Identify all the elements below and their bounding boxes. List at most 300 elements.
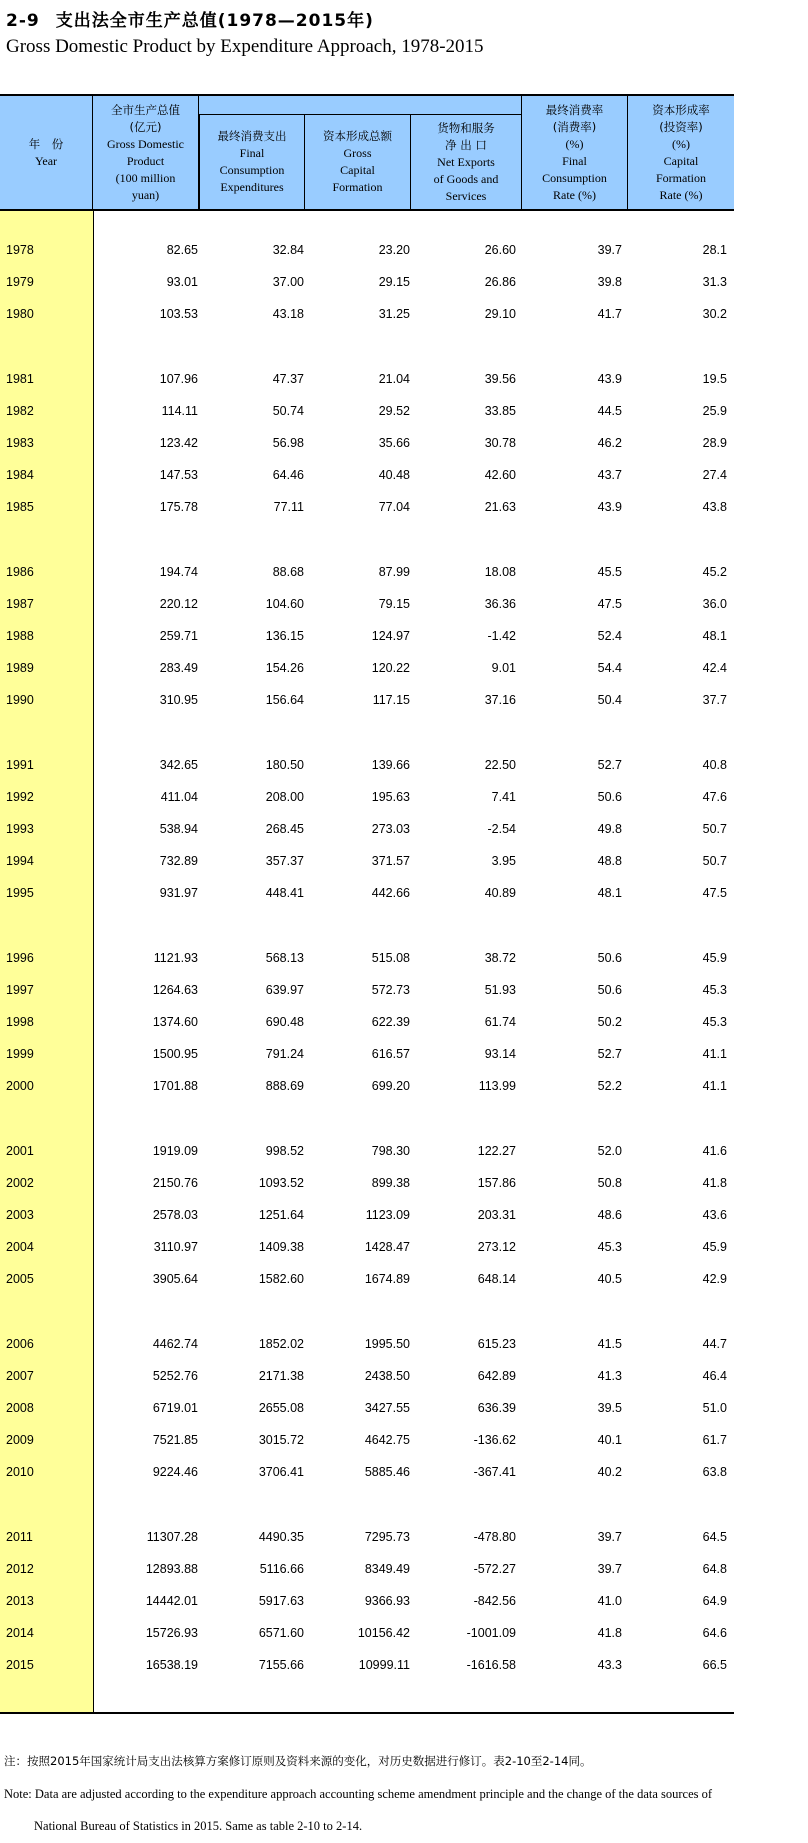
cell-gdp: 538.94 <box>159 822 198 836</box>
cell-consumption-rate: 50.8 <box>597 1176 622 1190</box>
cell-consumption-rate: 43.7 <box>597 468 622 482</box>
table-row <box>0 1206 734 1226</box>
cell-final-consumption: 1093.52 <box>258 1176 304 1190</box>
cell-gdp: 1919.09 <box>152 1144 198 1158</box>
cell-year: 1984 <box>6 468 34 482</box>
header-cfr-en1: Capital <box>663 153 699 168</box>
table-row <box>0 1238 734 1258</box>
header-capital-formation-rate <box>628 96 734 209</box>
cell-final-consumption: 639.97 <box>265 983 304 997</box>
cell-year: 2010 <box>6 1465 34 1479</box>
cell-capital-rate: 51.0 <box>702 1401 727 1415</box>
header-gcf <box>305 115 411 209</box>
cell-gdp: 114.11 <box>161 404 198 418</box>
cell-net-exports: 26.60 <box>484 243 516 257</box>
cell-year: 2006 <box>6 1337 34 1351</box>
cell-gross-capital: 31.25 <box>378 307 410 321</box>
table-row <box>0 241 734 261</box>
table-row <box>0 981 734 1001</box>
cell-year: 2002 <box>6 1176 34 1190</box>
header-cfr-cn1: 资本形成率 <box>652 102 710 117</box>
cell-capital-rate: 45.2 <box>702 565 727 579</box>
cell-net-exports: 22.50 <box>484 758 516 772</box>
cell-year: 2009 <box>6 1433 34 1447</box>
cell-capital-rate: 64.8 <box>702 1562 727 1576</box>
header-year <box>0 96 93 209</box>
header-nx-cn1: 货物和服务 <box>437 120 495 135</box>
header-gcf-en1: Gross <box>343 146 372 160</box>
cell-final-consumption: 77.11 <box>273 500 304 514</box>
table-row <box>0 305 734 325</box>
table-row <box>0 1624 734 1644</box>
cell-consumption-rate: 39.5 <box>597 1401 622 1415</box>
cell-gross-capital: 442.66 <box>371 886 410 900</box>
cell-capital-rate: 45.3 <box>702 983 727 997</box>
cell-capital-rate: 41.1 <box>702 1047 727 1061</box>
cell-year: 1981 <box>6 372 34 386</box>
cell-net-exports: 21.63 <box>484 500 516 514</box>
table-row <box>0 1045 734 1065</box>
page-title-cn <box>6 6 374 31</box>
cell-gross-capital: 1428.47 <box>364 1240 410 1254</box>
table-row <box>0 659 734 679</box>
cell-final-consumption: 1852.02 <box>258 1337 304 1351</box>
header-gcf-cn: 资本形成总额 <box>323 129 392 143</box>
cell-gross-capital: 699.20 <box>371 1079 410 1093</box>
header-nx-en3: Services <box>445 188 487 203</box>
header-cfr-en2: Formation <box>656 170 706 185</box>
header-cfr-en3: Rate (%) <box>659 187 703 202</box>
cell-gross-capital: 273.03 <box>371 822 410 836</box>
cell-final-consumption: 180.50 <box>265 758 304 772</box>
cell-capital-rate: 64.9 <box>702 1594 727 1608</box>
table-row <box>0 1656 734 1676</box>
cell-gross-capital: 1995.50 <box>364 1337 410 1351</box>
cell-gdp: 11307.28 <box>146 1530 198 1544</box>
cell-net-exports: 3.95 <box>491 854 516 868</box>
cell-consumption-rate: 45.3 <box>597 1240 622 1254</box>
table-row <box>0 1142 734 1162</box>
cell-final-consumption: 5116.66 <box>259 1562 304 1576</box>
header-fcr-cn3: (%) <box>565 136 584 151</box>
cell-net-exports: 40.89 <box>484 886 516 900</box>
cell-gdp: 1264.63 <box>152 983 198 997</box>
cell-consumption-rate: 50.6 <box>597 983 622 997</box>
cell-consumption-rate: 54.4 <box>597 661 622 675</box>
table-row <box>0 852 734 872</box>
cell-gdp: 16538.19 <box>145 1658 198 1672</box>
cell-capital-rate: 30.2 <box>702 307 727 321</box>
cell-capital-rate: 41.8 <box>702 1176 727 1190</box>
cell-net-exports: -367.41 <box>473 1465 516 1479</box>
cell-gdp: 15726.93 <box>145 1626 198 1640</box>
cell-final-consumption: 2655.08 <box>258 1401 304 1415</box>
cell-consumption-rate: 40.2 <box>597 1465 622 1479</box>
cell-net-exports: 93.14 <box>484 1047 516 1061</box>
cell-capital-rate: 40.8 <box>702 758 727 772</box>
cell-capital-rate: 47.5 <box>702 886 727 900</box>
cell-final-consumption: 136.15 <box>265 629 304 643</box>
cell-gross-capital: 35.66 <box>378 436 410 450</box>
cell-year: 1988 <box>6 629 34 643</box>
cell-capital-rate: 19.5 <box>702 372 727 386</box>
header-gdp-en4: yuan) <box>131 187 160 202</box>
cell-gross-capital: 616.57 <box>371 1047 410 1061</box>
cell-final-consumption: 50.74 <box>272 404 304 418</box>
cell-capital-rate: 63.8 <box>702 1465 727 1479</box>
cell-final-consumption: 208.00 <box>265 790 304 804</box>
cell-year: 1980 <box>6 307 34 321</box>
cell-gdp: 2150.76 <box>152 1176 198 1190</box>
cell-gross-capital: 120.22 <box>371 661 410 675</box>
cell-capital-rate: 45.3 <box>702 1015 727 1029</box>
cell-gdp: 342.65 <box>159 758 198 772</box>
header-year-en: Year <box>34 153 58 168</box>
cell-year: 2011 <box>6 1530 33 1544</box>
header-gdp-cn2: (亿元) <box>129 119 162 134</box>
cell-capital-rate: 43.6 <box>702 1208 727 1222</box>
cell-final-consumption: 2171.38 <box>258 1369 304 1383</box>
table-row <box>0 884 734 904</box>
cell-gdp: 12893.88 <box>145 1562 198 1576</box>
cell-gdp: 3905.64 <box>152 1272 198 1286</box>
cell-final-consumption: 690.48 <box>265 1015 304 1029</box>
cell-consumption-rate: 52.2 <box>597 1079 622 1093</box>
cell-net-exports: 9.01 <box>491 661 516 675</box>
cell-year: 2008 <box>6 1401 34 1415</box>
cell-consumption-rate: 43.9 <box>597 372 622 386</box>
cell-net-exports: 26.86 <box>484 275 516 289</box>
cell-year: 1994 <box>6 854 34 868</box>
cell-gdp: 123.42 <box>159 436 198 450</box>
cell-year: 1996 <box>6 951 34 965</box>
cell-final-consumption: 37.00 <box>272 275 304 289</box>
cell-gross-capital: 3427.55 <box>364 1401 410 1415</box>
cell-gross-capital: 1674.89 <box>364 1272 410 1286</box>
header-fce <box>199 115 305 209</box>
cell-net-exports: 642.89 <box>477 1369 516 1383</box>
cell-net-exports: 33.85 <box>484 404 516 418</box>
table-row <box>0 434 734 454</box>
cell-capital-rate: 27.4 <box>702 468 727 482</box>
cell-consumption-rate: 39.7 <box>597 1562 622 1576</box>
cell-capital-rate: 45.9 <box>702 951 727 965</box>
cell-consumption-rate: 43.9 <box>597 500 622 514</box>
cell-final-consumption: 156.64 <box>265 693 304 707</box>
cell-capital-rate: 47.6 <box>702 790 727 804</box>
header-gdp-en2: Product <box>126 153 165 168</box>
cell-final-consumption: 448.41 <box>265 886 304 900</box>
cell-capital-rate: 50.7 <box>702 854 727 868</box>
cell-net-exports: 39.56 <box>484 372 516 386</box>
cell-net-exports: 648.14 <box>477 1272 516 1286</box>
cell-year: 2015 <box>6 1658 34 1672</box>
cell-consumption-rate: 39.7 <box>597 243 622 257</box>
cell-final-consumption: 32.84 <box>272 243 304 257</box>
table-number: 2-9 <box>6 11 40 31</box>
cell-net-exports: -842.56 <box>473 1594 516 1608</box>
cell-net-exports: -572.27 <box>473 1562 516 1576</box>
cell-consumption-rate: 50.2 <box>597 1015 622 1029</box>
table-row <box>0 1399 734 1419</box>
cell-final-consumption: 1582.60 <box>258 1272 304 1286</box>
cell-gross-capital: 29.15 <box>378 275 410 289</box>
cell-gdp: 103.53 <box>159 307 198 321</box>
cell-consumption-rate: 52.7 <box>597 758 622 772</box>
cell-capital-rate: 42.4 <box>702 661 727 675</box>
cell-net-exports: 29.10 <box>484 307 516 321</box>
cell-gross-capital: 7295.73 <box>364 1530 410 1544</box>
title-cn-text: 支出法全市生产总值(1978—2015年) <box>55 11 374 31</box>
cell-net-exports: 273.12 <box>477 1240 516 1254</box>
cell-year: 2007 <box>6 1369 34 1383</box>
header-fce-en2: Consumption <box>219 163 285 177</box>
header-fcr-cn2: (消费率) <box>552 119 597 134</box>
cell-final-consumption: 998.52 <box>265 1144 304 1158</box>
cell-capital-rate: 43.8 <box>702 500 727 514</box>
cell-gdp: 220.12 <box>159 597 198 611</box>
cell-gdp: 1374.60 <box>152 1015 198 1029</box>
cell-consumption-rate: 40.5 <box>597 1272 622 1286</box>
note-cn: 注：按照2015年国家统计局支出法核算方案修订原则及资料来源的变化，对历史数据进行修订。表2-10至2-14同。 <box>4 1754 592 1768</box>
table-row <box>0 1013 734 1033</box>
header-gcf-en3: Formation <box>332 180 383 194</box>
cell-consumption-rate: 41.5 <box>597 1337 622 1351</box>
table-row <box>0 595 734 615</box>
cell-capital-rate: 41.6 <box>702 1144 727 1158</box>
cell-gross-capital: 124.97 <box>371 629 410 643</box>
cell-capital-rate: 28.1 <box>702 243 727 257</box>
cell-consumption-rate: 45.5 <box>597 565 622 579</box>
cell-final-consumption: 7155.66 <box>258 1658 304 1672</box>
cell-gross-capital: 117.15 <box>372 693 410 707</box>
cell-capital-rate: 41.1 <box>702 1079 727 1093</box>
cell-gdp: 9224.46 <box>152 1465 198 1479</box>
cell-capital-rate: 25.9 <box>702 404 727 418</box>
cell-consumption-rate: 44.5 <box>597 404 622 418</box>
data-table <box>0 94 734 1714</box>
cell-year: 2005 <box>6 1272 34 1286</box>
cell-gdp: 194.74 <box>159 565 198 579</box>
cell-capital-rate: 48.1 <box>702 629 727 643</box>
table-row <box>0 788 734 808</box>
cell-final-consumption: 56.98 <box>272 436 304 450</box>
cell-gdp: 14442.01 <box>145 1594 198 1608</box>
header-fcr-cn1: 最终消费率 <box>545 102 604 117</box>
table-row <box>0 691 734 711</box>
header-cfr-cn2: (投资率) <box>659 119 703 134</box>
cell-capital-rate: 64.6 <box>702 1626 727 1640</box>
cell-net-exports: -1001.09 <box>466 1626 516 1640</box>
cell-year: 1999 <box>6 1047 34 1061</box>
cell-gdp: 1121.93 <box>153 951 198 965</box>
cell-final-consumption: 88.68 <box>272 565 304 579</box>
cell-year: 2014 <box>6 1626 34 1640</box>
cell-gross-capital: 139.66 <box>371 758 410 772</box>
table-row <box>0 1367 734 1387</box>
cell-net-exports: 36.36 <box>484 597 516 611</box>
cell-consumption-rate: 50.6 <box>597 790 622 804</box>
cell-capital-rate: 42.9 <box>702 1272 727 1286</box>
cell-gross-capital: 515.08 <box>371 951 410 965</box>
table-row <box>0 820 734 840</box>
cell-final-consumption: 357.37 <box>265 854 304 868</box>
cell-capital-rate: 37.7 <box>702 693 727 707</box>
cell-consumption-rate: 50.4 <box>597 693 622 707</box>
header-fce-en3: Expenditures <box>220 180 284 194</box>
cell-final-consumption: 6571.60 <box>258 1626 304 1640</box>
table-row <box>0 498 734 518</box>
cell-final-consumption: 3015.72 <box>258 1433 304 1447</box>
cell-gross-capital: 10156.42 <box>357 1626 410 1640</box>
cell-gross-capital: 572.73 <box>371 983 410 997</box>
cell-year: 1993 <box>6 822 34 836</box>
header-year-cn: 年 份 <box>28 136 64 151</box>
cell-gross-capital: 4642.75 <box>364 1433 410 1447</box>
cell-gdp: 310.95 <box>159 693 198 707</box>
cell-gross-capital: 87.99 <box>378 565 410 579</box>
table-row <box>0 563 734 583</box>
cell-final-consumption: 104.60 <box>265 597 304 611</box>
cell-net-exports: 157.86 <box>477 1176 516 1190</box>
cell-gdp: 3110.97 <box>153 1240 198 1254</box>
cell-consumption-rate: 40.1 <box>597 1433 622 1447</box>
table-row <box>0 1270 734 1290</box>
table-row <box>0 370 734 390</box>
cell-net-exports: -136.62 <box>473 1433 516 1447</box>
cell-gross-capital: 9366.93 <box>364 1594 410 1608</box>
header-nx-en1: Net Exports <box>437 154 495 169</box>
cell-consumption-rate: 39.7 <box>597 1530 622 1544</box>
header-fcr-en3: Rate (%) <box>553 187 596 202</box>
cell-net-exports: 61.74 <box>484 1015 516 1029</box>
header-cfr-cn3: (%) <box>672 136 690 151</box>
cell-gross-capital: 622.39 <box>371 1015 410 1029</box>
table-bottom-rule <box>0 1712 734 1714</box>
header-net-exports <box>411 115 522 209</box>
cell-year: 1985 <box>6 500 34 514</box>
table-row <box>0 1335 734 1355</box>
header-fcr-en1: Final <box>562 153 587 168</box>
cell-net-exports: 203.31 <box>477 1208 516 1222</box>
header-fce-cn: 最终消费支出 <box>217 129 287 143</box>
table-row <box>0 1077 734 1097</box>
cell-net-exports: 615.23 <box>477 1337 516 1351</box>
cell-net-exports: -1.42 <box>487 629 516 643</box>
cell-gross-capital: 5885.46 <box>364 1465 410 1479</box>
cell-gdp: 411.04 <box>160 790 198 804</box>
cell-gross-capital: 2438.50 <box>364 1369 410 1383</box>
cell-capital-rate: 64.5 <box>702 1530 727 1544</box>
cell-year: 1997 <box>6 983 34 997</box>
cell-gdp: 732.89 <box>159 854 198 868</box>
cell-net-exports: -1616.58 <box>466 1658 516 1672</box>
cell-gross-capital: 899.38 <box>371 1176 410 1190</box>
cell-net-exports: 122.27 <box>477 1144 516 1158</box>
cell-gross-capital: 8349.49 <box>364 1562 410 1576</box>
table-row <box>0 627 734 647</box>
cell-final-consumption: 5917.63 <box>258 1594 304 1608</box>
cell-gross-capital: 79.15 <box>378 597 410 611</box>
header-nx-en2: of Goods and <box>433 171 499 186</box>
table-header <box>0 96 734 209</box>
cell-consumption-rate: 41.7 <box>597 307 622 321</box>
header-gdp-en3: (100 million <box>115 170 176 185</box>
cell-gdp: 283.49 <box>159 661 198 675</box>
cell-year: 1998 <box>6 1015 34 1029</box>
cell-year: 2003 <box>6 1208 34 1222</box>
page-title-en: Gross Domestic Product by Expenditure Approach, 1978-2015 <box>6 36 484 57</box>
cell-final-consumption: 154.26 <box>265 661 304 675</box>
header-nx-cn2: 净 出 口 <box>445 137 487 152</box>
cell-year: 1979 <box>6 275 34 289</box>
header-fcr-en2: Consumption <box>542 170 607 185</box>
cell-year: 1987 <box>6 597 34 611</box>
cell-consumption-rate: 41.3 <box>597 1369 622 1383</box>
cell-net-exports: -478.80 <box>473 1530 516 1544</box>
cell-consumption-rate: 47.5 <box>597 597 622 611</box>
cell-final-consumption: 568.13 <box>265 951 304 965</box>
cell-capital-rate: 44.7 <box>702 1337 727 1351</box>
cell-final-consumption: 3706.41 <box>258 1465 304 1479</box>
cell-consumption-rate: 50.6 <box>597 951 622 965</box>
header-bottom-rule <box>0 209 734 211</box>
note-en-line1: Note: Data are adjusted according to the expenditure approach accounting scheme amendment principle and the change of the data sources of <box>4 1787 713 1801</box>
cell-gdp: 1701.88 <box>152 1079 198 1093</box>
cell-year: 1991 <box>6 758 34 772</box>
cell-gdp: 107.96 <box>159 372 198 386</box>
cell-consumption-rate: 41.0 <box>597 1594 622 1608</box>
cell-gross-capital: 40.48 <box>378 468 410 482</box>
cell-year: 1992 <box>6 790 34 804</box>
cell-net-exports: 113.99 <box>478 1079 516 1093</box>
cell-consumption-rate: 48.1 <box>597 886 622 900</box>
cell-final-consumption: 1409.38 <box>258 1240 304 1254</box>
cell-gross-capital: 371.57 <box>371 854 410 868</box>
cell-consumption-rate: 48.8 <box>597 854 622 868</box>
note-en-line2: National Bureau of Statistics in 2015. Same as table 2-10 to 2-14. <box>34 1819 363 1833</box>
cell-net-exports: 7.41 <box>491 790 516 804</box>
cell-gross-capital: 21.04 <box>378 372 410 386</box>
table-top-rule <box>0 94 734 96</box>
cell-year: 1995 <box>6 886 34 900</box>
cell-consumption-rate: 39.8 <box>597 275 622 289</box>
cell-final-consumption: 791.24 <box>265 1047 304 1061</box>
cell-gdp: 1500.95 <box>152 1047 198 1061</box>
cell-consumption-rate: 49.8 <box>597 822 622 836</box>
cell-net-exports: -2.54 <box>487 822 516 836</box>
cell-capital-rate: 46.4 <box>702 1369 727 1383</box>
cell-consumption-rate: 52.0 <box>597 1144 622 1158</box>
table-row <box>0 1592 734 1612</box>
cell-gdp: 175.78 <box>159 500 198 514</box>
cell-gdp: 147.53 <box>159 468 198 482</box>
cell-gdp: 2578.03 <box>152 1208 198 1222</box>
cell-capital-rate: 66.5 <box>702 1658 727 1672</box>
cell-gdp: 4462.74 <box>152 1337 198 1351</box>
cell-final-consumption: 888.69 <box>265 1079 304 1093</box>
cell-gross-capital: 1123.09 <box>365 1208 410 1222</box>
cell-year: 2004 <box>6 1240 34 1254</box>
cell-year: 2000 <box>6 1079 34 1093</box>
header-subgroup-divider <box>199 96 522 115</box>
table-row <box>0 756 734 776</box>
cell-gdp: 6719.01 <box>152 1401 198 1415</box>
cell-final-consumption: 47.37 <box>272 372 304 386</box>
header-gcf-en2: Capital <box>340 163 375 177</box>
cell-year: 1982 <box>6 404 34 418</box>
cell-net-exports: 37.16 <box>484 693 516 707</box>
